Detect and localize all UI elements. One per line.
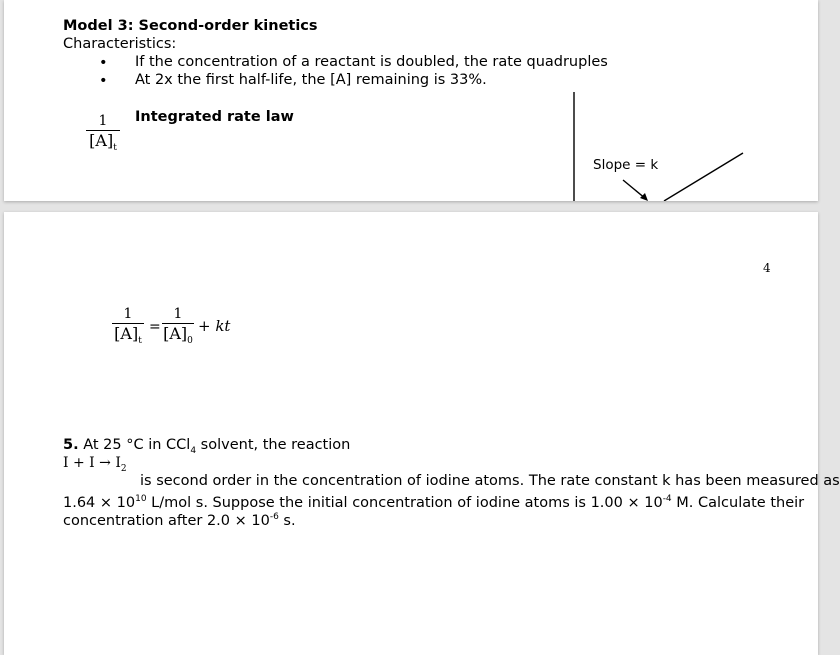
equation-lhs-fraction [112,306,144,350]
reaction-equation [63,454,127,478]
equation-tail: + kt [198,317,231,335]
reaction-subscript: 2 [120,463,127,474]
time-text: concentration after 2.0 × 10 [63,512,270,529]
page-number: 4 [763,261,771,275]
question-line-3-end: s. [278,512,296,529]
equation-lhs-numerator: 1 [123,306,133,322]
initial-concentration-exponent: -4 [662,494,672,504]
bullet-item: At 2x the first half-life, the [A] remaining is 33%. [135,72,487,88]
initial-concentration-text: L/mol s. Suppose the initial concentration of iodine atoms is 1.00 × 10 [146,494,663,511]
integrated-rate-law-heading: Integrated rate law [135,109,294,125]
bullet-item: If the concentration of a reactant is doubled, the rate quadruples [135,54,608,70]
reaction-text: I + I → I [63,455,121,471]
graph-y-subscript: t [113,143,117,154]
graph-lines [4,0,818,201]
graph-data-line [664,153,743,201]
question-line-2-end: M. Calculate their [671,494,805,511]
question-line-1: is second order in the concentration of iodine atoms. The rate constant k has been measured as [140,473,840,489]
equation-lhs-denominator: [A] [114,324,139,343]
time-exponent: -6 [269,512,279,522]
equation-rhs-fraction [162,306,194,350]
question-intro-text-end: solvent, the reaction [196,437,351,453]
equation-lhs-subscript: t [138,336,142,347]
bullet-icon: • [99,55,108,71]
characteristics-label: Characteristics: [63,36,177,52]
question-number: 5. [63,437,79,453]
question-line-3 [63,508,296,530]
question-intro-subscript: 4 [190,445,197,456]
slope-label: Slope = k [593,157,659,173]
equation-rhs-subscript: 0 [187,336,193,347]
document-page-4 [4,212,840,655]
question-intro-text: At 25 °C in CCl [78,437,191,453]
graph-y-numerator: 1 [98,113,108,129]
bullet-icon: • [99,73,108,89]
graph-y-denominator: [A] [89,131,114,150]
rate-constant-text: 1.64 × 10 [63,494,136,511]
equation-rhs-numerator: 1 [173,306,183,322]
model-title: Model 3: Second-order kinetics [63,18,318,34]
rate-constant-exponent: 10 [135,494,147,504]
equation-equals: = [149,319,161,335]
document-page-3 [4,0,818,201]
equation-rhs-denominator: [A] [163,324,188,343]
